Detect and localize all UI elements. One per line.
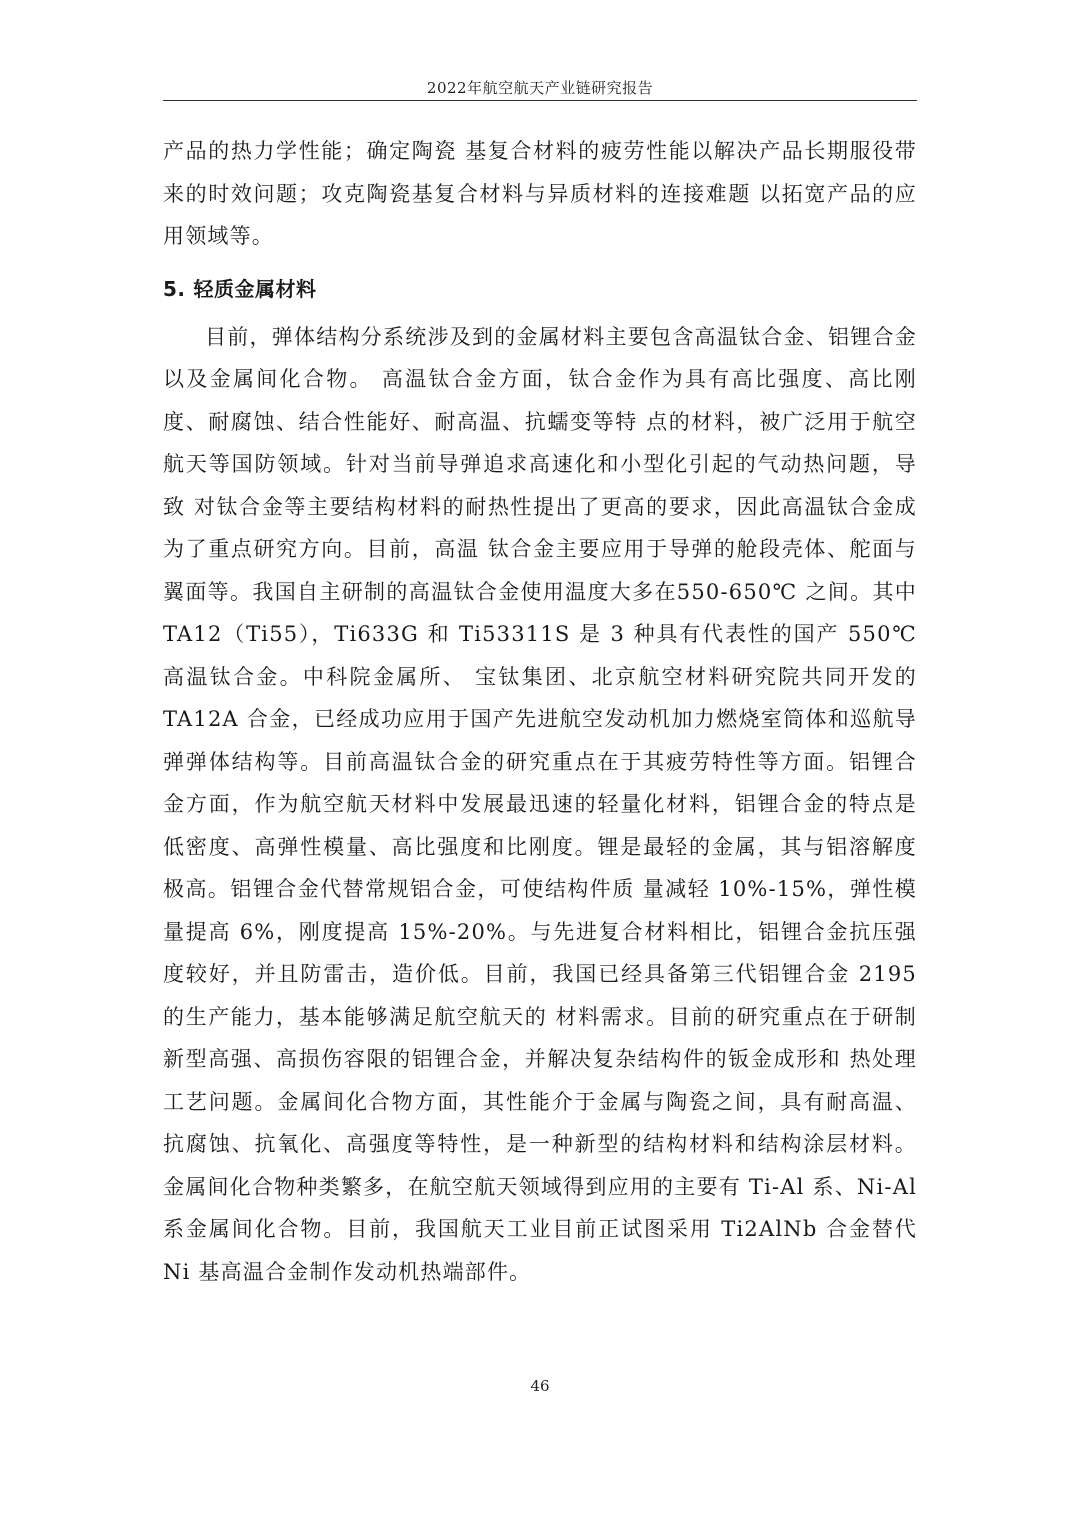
section-title: 轻质金属材料 xyxy=(193,276,317,301)
section-number: 5. xyxy=(163,276,186,301)
section-heading xyxy=(163,268,917,310)
body-paragraph: 目前，弹体结构分系统涉及到的金属材料主要包含高温钛合金、铝锂合金以及金属间化合物。 高温钛合金方面，钛合金作为具有高比强度、高比刚度、耐腐蚀、结合性能好、耐高温、抗蠕变等特 点的材料，被广泛用于航空航天等国防领域。针对当前导弹追求高速化和小型化引起的气动热问题，导致 对钛合金等主要结构材料的耐热性提出了更高的要求，因此高温钛合金成为了重点研究方向。目前，高温 钛合金主要应用于导弹的舱段壳体、舵面与翼面等。我国自主研制的高温钛合金使用温度大多在550-650℃ 之间。其中 TA12（Ti55），Ti633G 和 Ti53311S 是 3 种具有代表性的国产 550℃高温钛合金。中科院金属所、 宝钛集团、北京航空材料研究院共同开发的 TA12A 合金，已经成功应用于国产先进航空发动机加力燃烧室筒体和巡航导弹弹体结构等。目前高温钛合金的研究重点在于其疲劳特性等方面。铝锂合金方面，作为航空航天材料中发展最迅速的轻量化材料，铝锂合金的特点是低密度、高弹性模量、高比强度和比刚度。锂是最轻的金属，其与铝溶解度极高。铝锂合金代替常规铝合金，可使结构件质 量减轻 10%-15%，弹性模量提高 6%，刚度提高 15%-20%。与先进复合材料相比，铝锂合金抗压强度较好，并且防雷击，造价低。目前，我国已经具备第三代铝锂合金 2195 的生产能力，基本能够满足航空航天的 材料需求。目前的研究重点在于研制新型高强、高损伤容限的铝锂合金，并解决复杂结构件的钣金成形和 热处理工艺问题。金属间化合物方面，其性能介于金属与陶瓷之间，具有耐高温、抗腐蚀、抗氧化、高强度等特性，是一种新型的结构材料和结构涂层材料。金属间化合物种类繁多，在航空航天领域得到应用的主要有 Ti-Al 系、Ni-Al 系金属间化合物。目前，我国航天工业目前正试图采用 Ti2AlNb 合金替代 Ni 基高温合金制作发动机热端部件。 xyxy=(163,324,917,1284)
header-divider xyxy=(163,100,917,101)
page-header: 2022年航空航天产业链研究报告 xyxy=(426,79,654,97)
document-body xyxy=(163,130,917,1293)
page-number: 46 xyxy=(530,1377,550,1395)
intro-paragraph: 产品的热力学性能；确定陶瓷 基复合材料的疲劳性能以解决产品长期服役带来的时效问题；攻克陶瓷基复合材料与异质材料的连接难题 以拓宽产品的应用领域等。 xyxy=(163,139,917,248)
